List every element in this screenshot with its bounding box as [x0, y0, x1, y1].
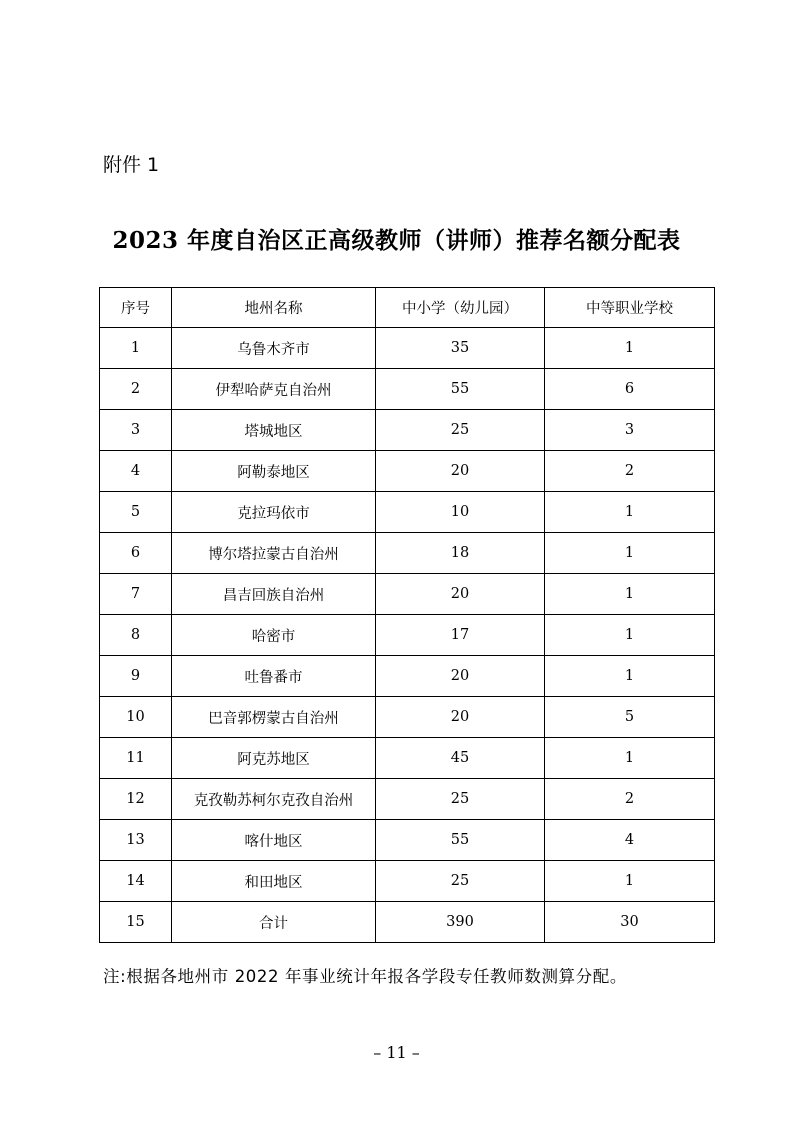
header-region: 地州名称 [172, 288, 376, 328]
table-row-total [100, 902, 715, 943]
header-no: 序号 [100, 288, 172, 328]
table-row [100, 574, 715, 615]
cell-k12: 20 [376, 451, 545, 492]
table-row [100, 451, 715, 492]
cell-no: 8 [100, 615, 172, 656]
cell-vocational: 30 [545, 902, 715, 943]
table-row [100, 328, 715, 369]
cell-k12: 25 [376, 410, 545, 451]
table-row [100, 820, 715, 861]
cell-region: 喀什地区 [172, 820, 376, 861]
page-number: – 11 – [373, 1043, 420, 1062]
cell-region: 吐鲁番市 [172, 656, 376, 697]
cell-region: 克拉玛依市 [172, 492, 376, 533]
cell-k12: 25 [376, 861, 545, 902]
header-vocational: 中等职业学校 [545, 288, 715, 328]
cell-no: 15 [100, 902, 172, 943]
table-footnote: 注:根据各地州市 2022 年事业统计年报各学段专任教师数测算分配。 [103, 967, 627, 986]
table-row [100, 533, 715, 574]
cell-region: 哈密市 [172, 615, 376, 656]
cell-no: 13 [100, 820, 172, 861]
cell-region: 塔城地区 [172, 410, 376, 451]
cell-no: 4 [100, 451, 172, 492]
cell-region: 昌吉回族自治州 [172, 574, 376, 615]
cell-no: 9 [100, 656, 172, 697]
cell-k12: 55 [376, 820, 545, 861]
cell-vocational: 4 [545, 820, 715, 861]
table-row [100, 369, 715, 410]
cell-vocational: 1 [545, 328, 715, 369]
cell-vocational: 1 [545, 533, 715, 574]
cell-no: 10 [100, 697, 172, 738]
cell-region: 阿勒泰地区 [172, 451, 376, 492]
cell-k12: 25 [376, 779, 545, 820]
cell-no: 3 [100, 410, 172, 451]
cell-no: 11 [100, 738, 172, 779]
table-row [100, 410, 715, 451]
cell-no: 1 [100, 328, 172, 369]
table-body [100, 328, 715, 943]
cell-k12: 20 [376, 697, 545, 738]
cell-k12: 20 [376, 574, 545, 615]
table-row [100, 656, 715, 697]
cell-k12: 10 [376, 492, 545, 533]
cell-vocational: 1 [545, 615, 715, 656]
cell-k12: 18 [376, 533, 545, 574]
cell-no: 7 [100, 574, 172, 615]
cell-no: 2 [100, 369, 172, 410]
table-header-row [100, 288, 715, 328]
cell-vocational: 2 [545, 779, 715, 820]
table-row [100, 738, 715, 779]
cell-k12: 20 [376, 656, 545, 697]
cell-region: 乌鲁木齐市 [172, 328, 376, 369]
cell-region: 博尔塔拉蒙古自治州 [172, 533, 376, 574]
cell-region: 伊犁哈萨克自治州 [172, 369, 376, 410]
cell-k12: 17 [376, 615, 545, 656]
cell-vocational: 2 [545, 451, 715, 492]
table-row [100, 615, 715, 656]
cell-vocational: 1 [545, 861, 715, 902]
cell-region: 巴音郭楞蒙古自治州 [172, 697, 376, 738]
cell-region: 合计 [172, 902, 376, 943]
cell-vocational: 5 [545, 697, 715, 738]
cell-vocational: 1 [545, 738, 715, 779]
cell-no: 12 [100, 779, 172, 820]
header-k12: 中小学（幼儿园） [376, 288, 545, 328]
table-row [100, 697, 715, 738]
cell-k12: 45 [376, 738, 545, 779]
table-row [100, 779, 715, 820]
cell-no: 14 [100, 861, 172, 902]
cell-no: 5 [100, 492, 172, 533]
table-row [100, 861, 715, 902]
cell-k12: 55 [376, 369, 545, 410]
cell-k12: 35 [376, 328, 545, 369]
cell-vocational: 6 [545, 369, 715, 410]
cell-region: 阿克苏地区 [172, 738, 376, 779]
allocation-table [99, 287, 715, 943]
table-row [100, 492, 715, 533]
cell-vocational: 1 [545, 656, 715, 697]
cell-vocational: 3 [545, 410, 715, 451]
page-title: 2023 年度自治区正高级教师（讲师）推荐名额分配表 [112, 227, 681, 254]
annex-label: 附件 1 [103, 154, 160, 176]
cell-no: 6 [100, 533, 172, 574]
cell-k12: 390 [376, 902, 545, 943]
cell-vocational: 1 [545, 492, 715, 533]
cell-region: 克孜勒苏柯尔克孜自治州 [172, 779, 376, 820]
cell-region: 和田地区 [172, 861, 376, 902]
cell-vocational: 1 [545, 574, 715, 615]
